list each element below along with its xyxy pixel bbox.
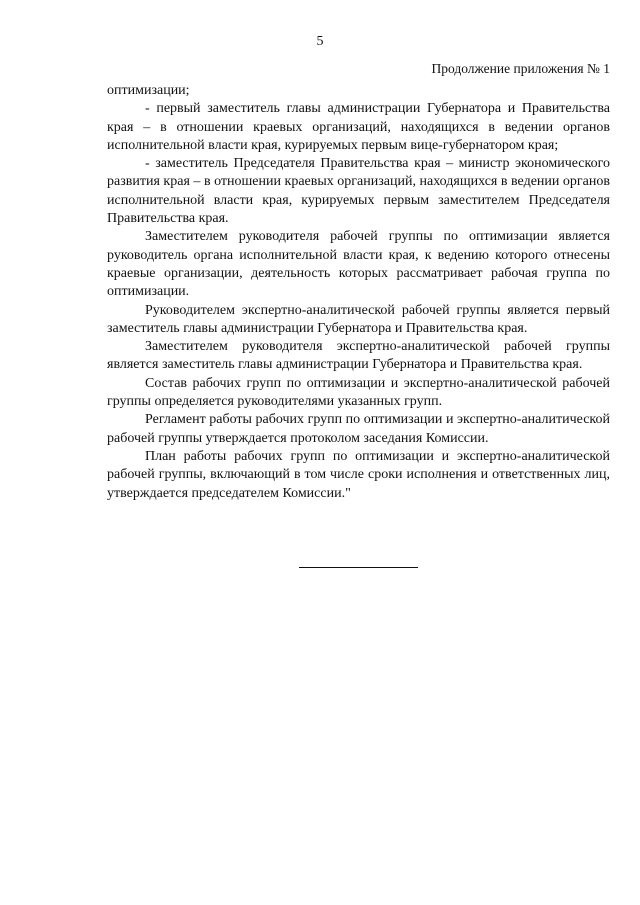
paragraph-expert-group-head: Руководителем экспертно-аналитической рабочей группы является первый заместитель главы администрации Губернатора и Правительства края.: [107, 302, 610, 336]
paragraph-work-regulations: Регламент работы рабочих групп по оптимизации и экспертно-аналитической рабочей группы утверждается протоколом заседания Комиссии.: [107, 412, 610, 446]
end-of-text-rule: [299, 567, 418, 568]
paragraph-expert-group-deputy: Заместителем руководителя экспертно-аналитической рабочей группы является заместитель главы администрации Губернатора и Правительства края.: [107, 339, 610, 373]
page-number: 5: [316, 34, 324, 49]
paragraph-first-deputy-head: - первый заместитель главы администрации Губернатора и Правительства края – в отношении краевых организаций, находящихся в ведении органов исполнительной власти края, курируемых первым вице-губернатором края;: [107, 101, 610, 153]
paragraph-continuation: оптимизации;: [107, 83, 190, 98]
paragraph-optimization-group-deputy: Заместителем руководителя рабочей группы по оптимизации является руководитель органа исполнительной власти края, к ведению которого отнесены краевые организации, деятельность которых рассматривает рабочая группа по оптимизации.: [107, 229, 610, 300]
paragraph-work-plan: План работы рабочих групп по оптимизации и экспертно-аналитической рабочей группы, включающий в том числе сроки исполнения и ответственных лиц, утверждается председателем Комиссии.": [107, 448, 610, 501]
paragraph-group-composition: Состав рабочих групп по оптимизации и экспертно-аналитической рабочей группы определяется руководителями указанных групп.: [107, 375, 610, 410]
appendix-continuation-note: Продолжение приложения № 1: [431, 61, 610, 76]
paragraph-deputy-chairman: - заместитель Председателя Правительства края – министр экономического развития края – в отношении краевых организаций, находящихся в ведении органов исполнительной власти края, курируемых первым заместителем Председателя Правительства края.: [107, 156, 610, 227]
document-body: [107, 82, 610, 503]
